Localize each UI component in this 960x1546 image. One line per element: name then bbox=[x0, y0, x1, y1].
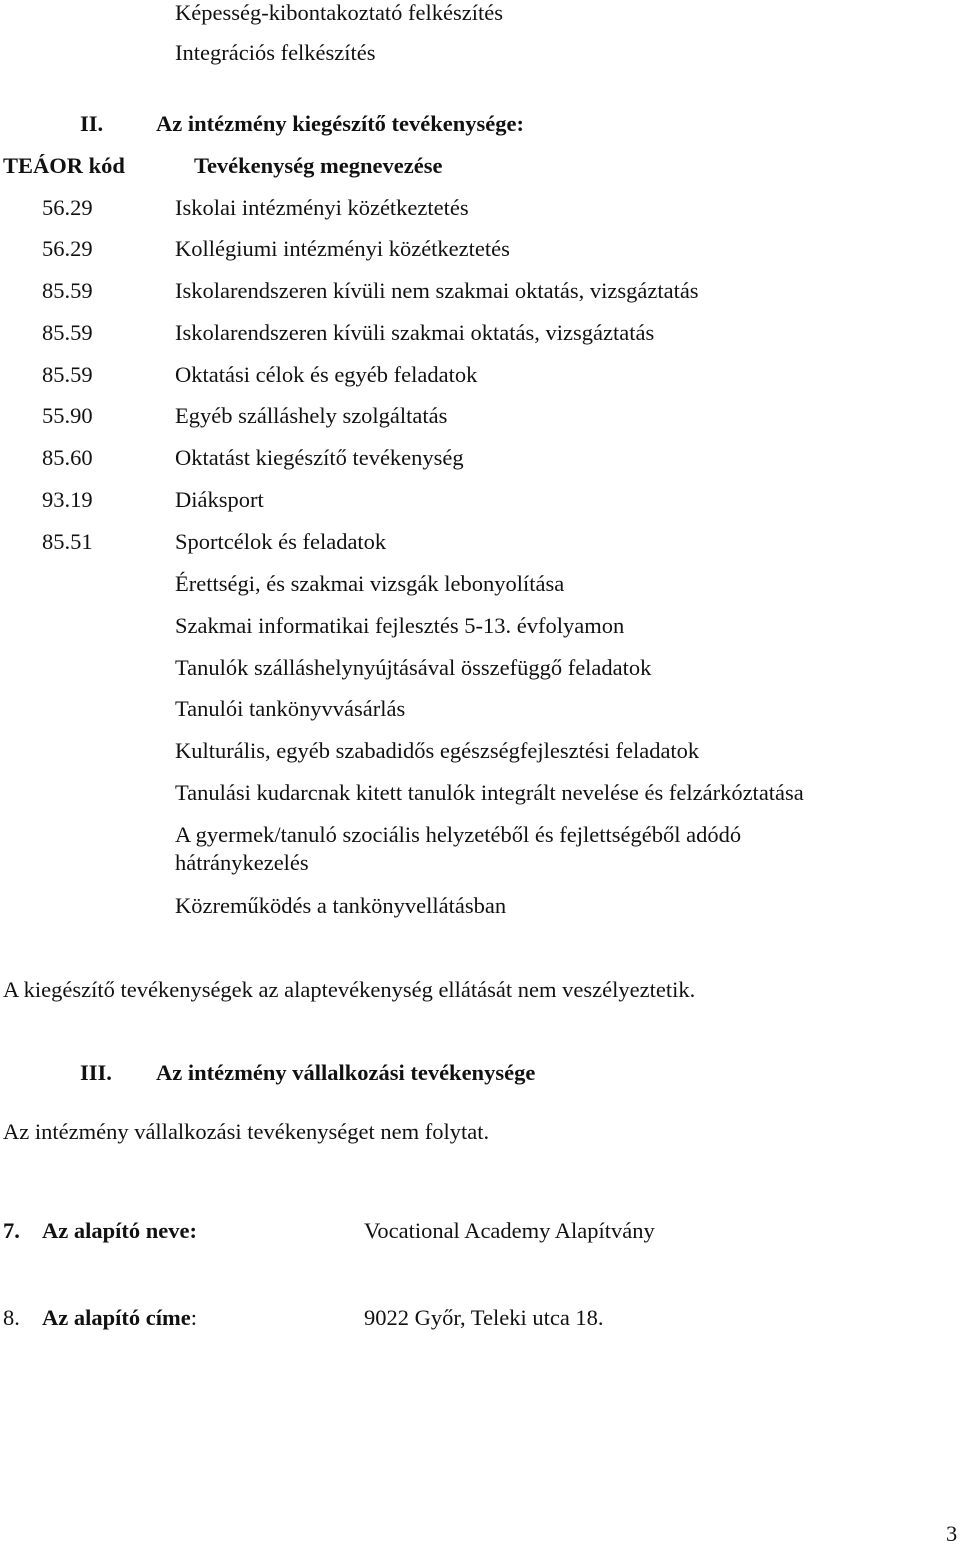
founder-address-label-text: Az alapító címe bbox=[42, 1305, 191, 1330]
activity-code: 85.60 bbox=[42, 445, 93, 470]
section-title: Az intézmény vállalkozási tevékenysége bbox=[156, 1060, 536, 1085]
activity-name: Oktatási célok és egyéb feladatok bbox=[175, 362, 478, 387]
activity-code: 56.29 bbox=[42, 236, 93, 261]
item-number: 7. bbox=[3, 1218, 20, 1243]
top-line: Integrációs felkészítés bbox=[175, 40, 376, 65]
founder-address-label bbox=[42, 1307, 197, 1330]
column-header-code: TEÁOR kód bbox=[3, 153, 125, 178]
activity-code: 85.51 bbox=[42, 529, 93, 554]
activity-name: Kollégiumi intézményi közétkeztetés bbox=[175, 236, 510, 261]
page-number: 3 bbox=[946, 1521, 958, 1546]
extra-activity: Szakmai informatikai fejlesztés 5-13. évfolyamon bbox=[175, 613, 625, 638]
section-title: Az intézmény kiegészítő tevékenysége: bbox=[156, 111, 525, 136]
activity-name: Oktatást kiegészítő tevékenység bbox=[175, 445, 464, 470]
extra-activity: Tanulási kudarcnak kitett tanulók integrált nevelése és felzárkóztatása bbox=[175, 780, 804, 805]
activity-name: Sportcélok és feladatok bbox=[175, 529, 387, 554]
founder-name-label: Az alapító neve: bbox=[42, 1218, 197, 1243]
founder-address-value: 9022 Győr, Teleki utca 18. bbox=[364, 1305, 604, 1330]
extra-activity: Tanulók szálláshelynyújtásával összefüggő feladatok bbox=[175, 655, 652, 680]
founder-name-value: Vocational Academy Alapítvány bbox=[364, 1218, 655, 1243]
activity-name: Iskolai intézményi közétkeztetés bbox=[175, 195, 469, 220]
activity-name: Egyéb szálláshely szolgáltatás bbox=[175, 403, 448, 428]
statement-paragraph: Az intézmény vállalkozási tevékenységet nem folytat. bbox=[3, 1119, 490, 1144]
section-number: II. bbox=[80, 111, 104, 136]
extra-activity: Kulturális, egyéb szabadidős egészségfejlesztési feladatok bbox=[175, 738, 700, 763]
activity-name: Iskolarendszeren kívüli nem szakmai oktatás, vizsgáztatás bbox=[175, 278, 699, 303]
section-number: III. bbox=[80, 1060, 112, 1085]
activity-code: 93.19 bbox=[42, 487, 93, 512]
extra-activity: Érettségi, és szakmai vizsgák lebonyolítása bbox=[175, 571, 565, 596]
extra-activity: Tanulói tankönyvvásárlás bbox=[175, 696, 406, 721]
column-header-name: Tevékenység megnevezése bbox=[194, 153, 443, 178]
top-line: Képesség-kibontakoztató felkészítés bbox=[175, 0, 504, 25]
activity-name: Diáksport bbox=[175, 487, 264, 512]
extra-activity-continuation: hátránykezelés bbox=[175, 850, 309, 875]
founder-address-label-colon: : bbox=[190, 1305, 197, 1330]
item-number: 8. bbox=[3, 1305, 20, 1330]
activity-code: 85.59 bbox=[42, 362, 93, 387]
activity-code: 55.90 bbox=[42, 403, 93, 428]
activity-code: 85.59 bbox=[42, 320, 93, 345]
extra-activity: Közreműködés a tankönyvellátásban bbox=[175, 893, 507, 918]
extra-activity: A gyermek/tanuló szociális helyzetéből és fejlettségéből adódó bbox=[175, 822, 742, 847]
activity-code: 85.59 bbox=[42, 278, 93, 303]
statement-paragraph: A kiegészítő tevékenységek az alaptevékenység ellátását nem veszélyeztetik. bbox=[3, 977, 696, 1002]
activity-code: 56.29 bbox=[42, 195, 93, 220]
activity-name: Iskolarendszeren kívüli szakmai oktatás, vizsgáztatás bbox=[175, 320, 655, 345]
